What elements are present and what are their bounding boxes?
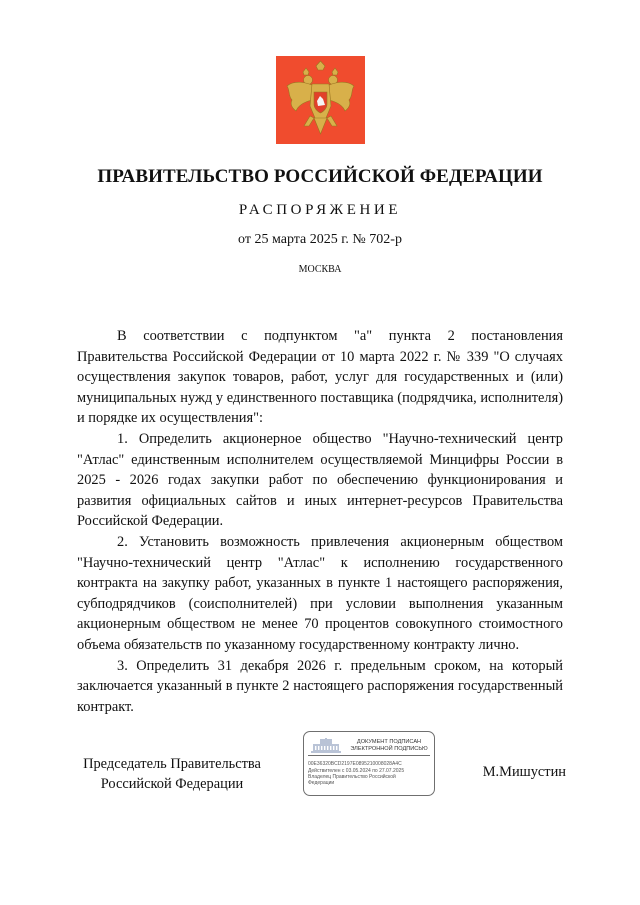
government-building-icon [311,738,341,753]
document-issuer-title: ПРАВИТЕЛЬСТВО РОССИЙСКОЙ ФЕДЕРАЦИИ [97,166,543,187]
stamp-divider [308,755,430,756]
paragraph-item-1: 1. Определить акционерное общество "Научно-технический центр "Атлас" единственным исполнителем осуществляемой Минцифры России в 2025 - 2026 годах закупки работ по обеспечению функционирования и развития официальных сайтов и иных интернет-ресурсов Правительства Российской Федерации. [77,430,563,530]
document-type: РАСПОРЯЖЕНИЕ [238,202,402,218]
stamp-validity: Действителен с 03.05.2024 по 27.07.2025 [308,768,405,774]
stamp-owner-line2: Федерации [308,780,335,786]
stamp-heading-line1: ДОКУМЕНТ ПОДПИСАН [356,739,422,745]
stamp-heading-line2: ЭЛЕКТРОННОЙ ПОДПИСЬЮ [350,746,428,752]
stamp-certificate: 00E36320BCD2197E0895210008028A4C [308,761,402,767]
double-headed-eagle-icon [276,56,365,144]
document-body [77,326,563,717]
stamp-owner-line1: Владелец Правительство Российской [308,774,396,780]
signer-position-line1: Председатель Правительства [83,756,261,772]
signer-position-line2: Российской Федерации [100,776,244,792]
signer-position [77,754,267,794]
document-city: МОСКВА [298,264,342,275]
document-date-number: от 25 марта 2025 г. № 702-р [238,232,402,247]
paragraph-preamble: В соответствии с подпунктом "а" пункта 2 постановления Правительства Российской Федерации от 10 марта 2022 г. № 339 "О случаях осуществления закупок товаров, работ, услуг для государственных и (или) муниципальных нужд у единственного поставщика (подрядчика, исполнителя) и порядке их осуществления": [77,328,563,427]
stamp-heading [344,739,434,753]
paragraph-item-3: 3. Определить 31 декабря 2026 г. предельным сроком, на который заключается указанный в пункте 2 настоящего распоряжения государственный контракт. [77,657,563,715]
electronic-signature-stamp [303,731,435,796]
paragraph-item-2: 2. Установить возможность привлечения акционерным обществом "Научно-технический центр "Атлас" к исполнению государственного контракта на закупку работ, указанных в пункте 1 настоящего распоряжения, субподрядчиков (соисполнителей) при условии выполнения указанным акционерным обществом не менее 70 процентов совокупного стоимостного объема обязательств по указанному государственному контракту лично. [77,533,563,653]
coat-of-arms-emblem [276,56,365,144]
signer-name: М.Мишустин [482,764,566,780]
